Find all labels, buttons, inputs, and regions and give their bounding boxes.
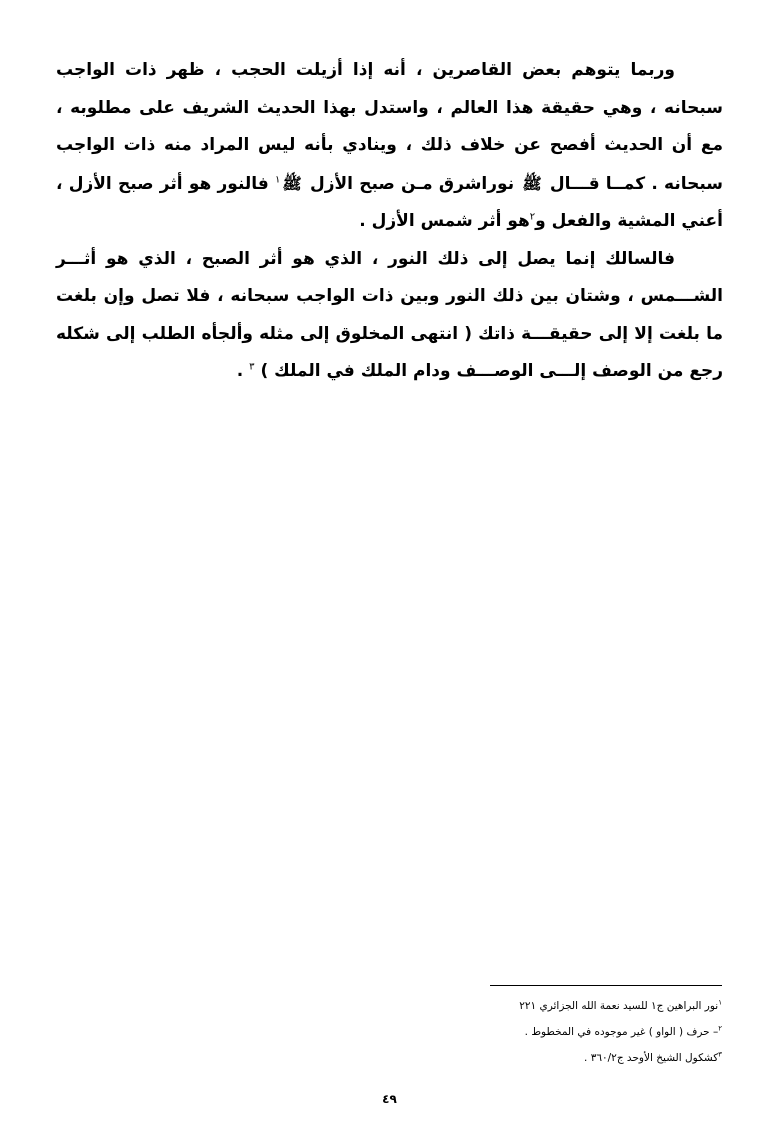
p2-seg-2: . bbox=[236, 361, 250, 381]
main-text bbox=[56, 52, 723, 391]
footnote-number: ٢ bbox=[718, 1024, 722, 1033]
p1-seg-7: هو أثر شمس الأزل . bbox=[359, 211, 530, 231]
footnote-ref-2[interactable]: ٢ bbox=[529, 211, 536, 223]
p1-seg-5: فالنور هو أثر صبح الأزل ، أعني المشية والفعل و bbox=[56, 173, 723, 231]
footnote-text: – حرف ( الواو ) غير موجوده في المخطوط . bbox=[524, 1026, 719, 1038]
salawat-symbol: ﷺ bbox=[282, 173, 302, 193]
footnote-2 bbox=[440, 1019, 722, 1045]
footnote-1 bbox=[440, 993, 722, 1019]
footnote-number: ١ bbox=[718, 998, 722, 1007]
footnote-text: نور البراهين ج١ للسيد نعمة الله الجزائري ٢٢١ bbox=[519, 1000, 719, 1012]
p1-seg-0: وربما يتوهم بعض القاصرين ، أنه إذا أزيلت الحجب ، ظهر ذات الواجب سبحانه ، وهي حقيقة هذا العالم ، واستدل بهذا الحديث الشريف على مطلوبه ، مع أن الحديث أفصح عن خلاف ذلك ، وينادي بأنه ليس المراد منه ذات الواجب سبحانه . كمــا قـــال bbox=[56, 60, 724, 194]
footnote-3 bbox=[440, 1045, 722, 1071]
footnote-number: ٣ bbox=[718, 1050, 722, 1059]
footnote-text: كشكول الشيخ الأوحد ج٣٦٠/٢ . bbox=[584, 1052, 719, 1064]
footnote-ref-1[interactable]: ١ bbox=[275, 173, 281, 185]
paragraph-2 bbox=[56, 241, 723, 391]
footnote-separator bbox=[490, 985, 722, 986]
page-number: ٤٩ bbox=[382, 1092, 397, 1106]
footnotes bbox=[440, 993, 722, 1071]
footnote-ref-3[interactable]: ٣ bbox=[249, 361, 255, 373]
paragraph-1 bbox=[56, 52, 723, 241]
p2-seg-0: فالسالك إنما يصل إلى ذلك النور ، الذي هو أثر الصبح ، الذي هو أثـــر الشـــمس ، وشتان بين ذلك النور وبين ذات الواجب سبحانه ، فلا تصل وإن بلغت ما بلغت إلا إلى حقيقـــة ذاتك ( انتهى المخلوق إلى مثله وألجأه الطلب إلى شكله رجع من الوصف إلـــى الوصـــف ودام الملك في الملك ) bbox=[56, 248, 723, 381]
salawat-symbol: ﷺ bbox=[522, 173, 542, 193]
p1-seg-2: نوراشرق مـن صبح الأزل bbox=[303, 173, 521, 194]
